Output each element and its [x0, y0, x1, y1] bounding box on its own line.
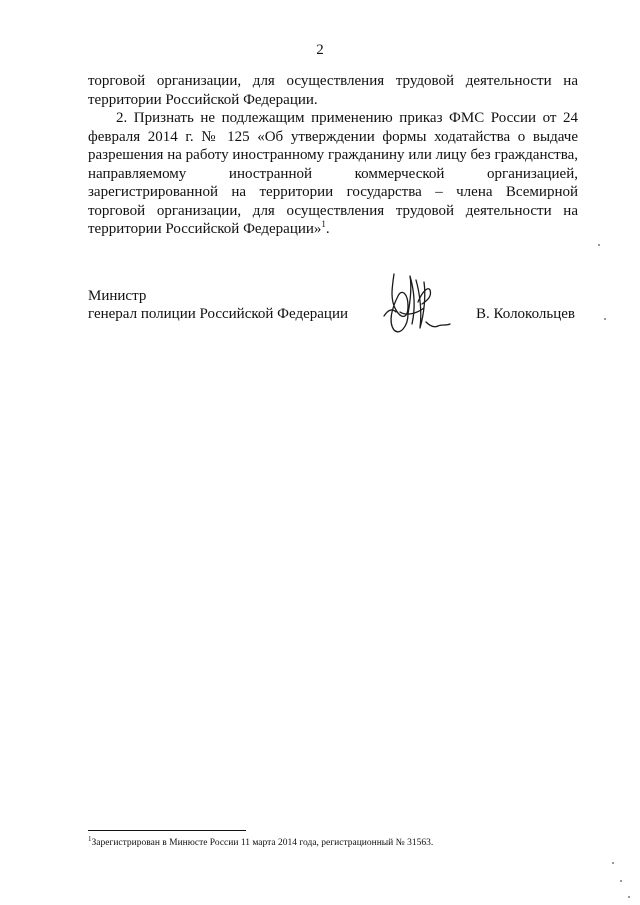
- signatory-title-line1: Министр: [88, 288, 147, 304]
- footnote-separator: [88, 830, 246, 831]
- body-text: [88, 72, 578, 239]
- scan-speck: [620, 880, 622, 882]
- paragraph-continuation: торговой организации, для осуществления трудовой деятельности на территории Российской Федерации.: [88, 73, 578, 108]
- footnote-text: Зарегистрирован в Минюсте России 11 марта 2014 года, регистрационный № 31563.: [91, 838, 434, 848]
- scan-speck: [604, 318, 606, 320]
- scan-speck: [598, 244, 600, 246]
- paragraph-2-text: 2. Признать не подлежащим применению приказ ФМС России от 24 февраля 2014 г. № 125 «Об утверждении формы ходатайства о выдаче разрешения на работу иностранному гражданину или лицу без гражданства, направляемому иностранной коммерческой организацией, зарегистрированной на территории государства – члена Всемирной торговой организации, для осуществления трудовой деятельности на территории Российской Федерации»: [88, 110, 578, 237]
- footnote: [88, 834, 434, 848]
- footnote-reference: 1: [321, 219, 326, 229]
- scan-speck: [628, 896, 630, 898]
- footnote-mark: 1: [88, 834, 92, 843]
- paragraph-2-end: .: [325, 221, 330, 237]
- signatory-name: В. Колокольцев: [476, 306, 575, 322]
- scan-speck: [612, 862, 614, 864]
- signatory-title-line2: генерал полиции Российской Федерации: [88, 306, 349, 322]
- paragraph-2: [88, 109, 578, 239]
- page-number: 2: [316, 42, 324, 58]
- handwritten-signature: [378, 266, 458, 346]
